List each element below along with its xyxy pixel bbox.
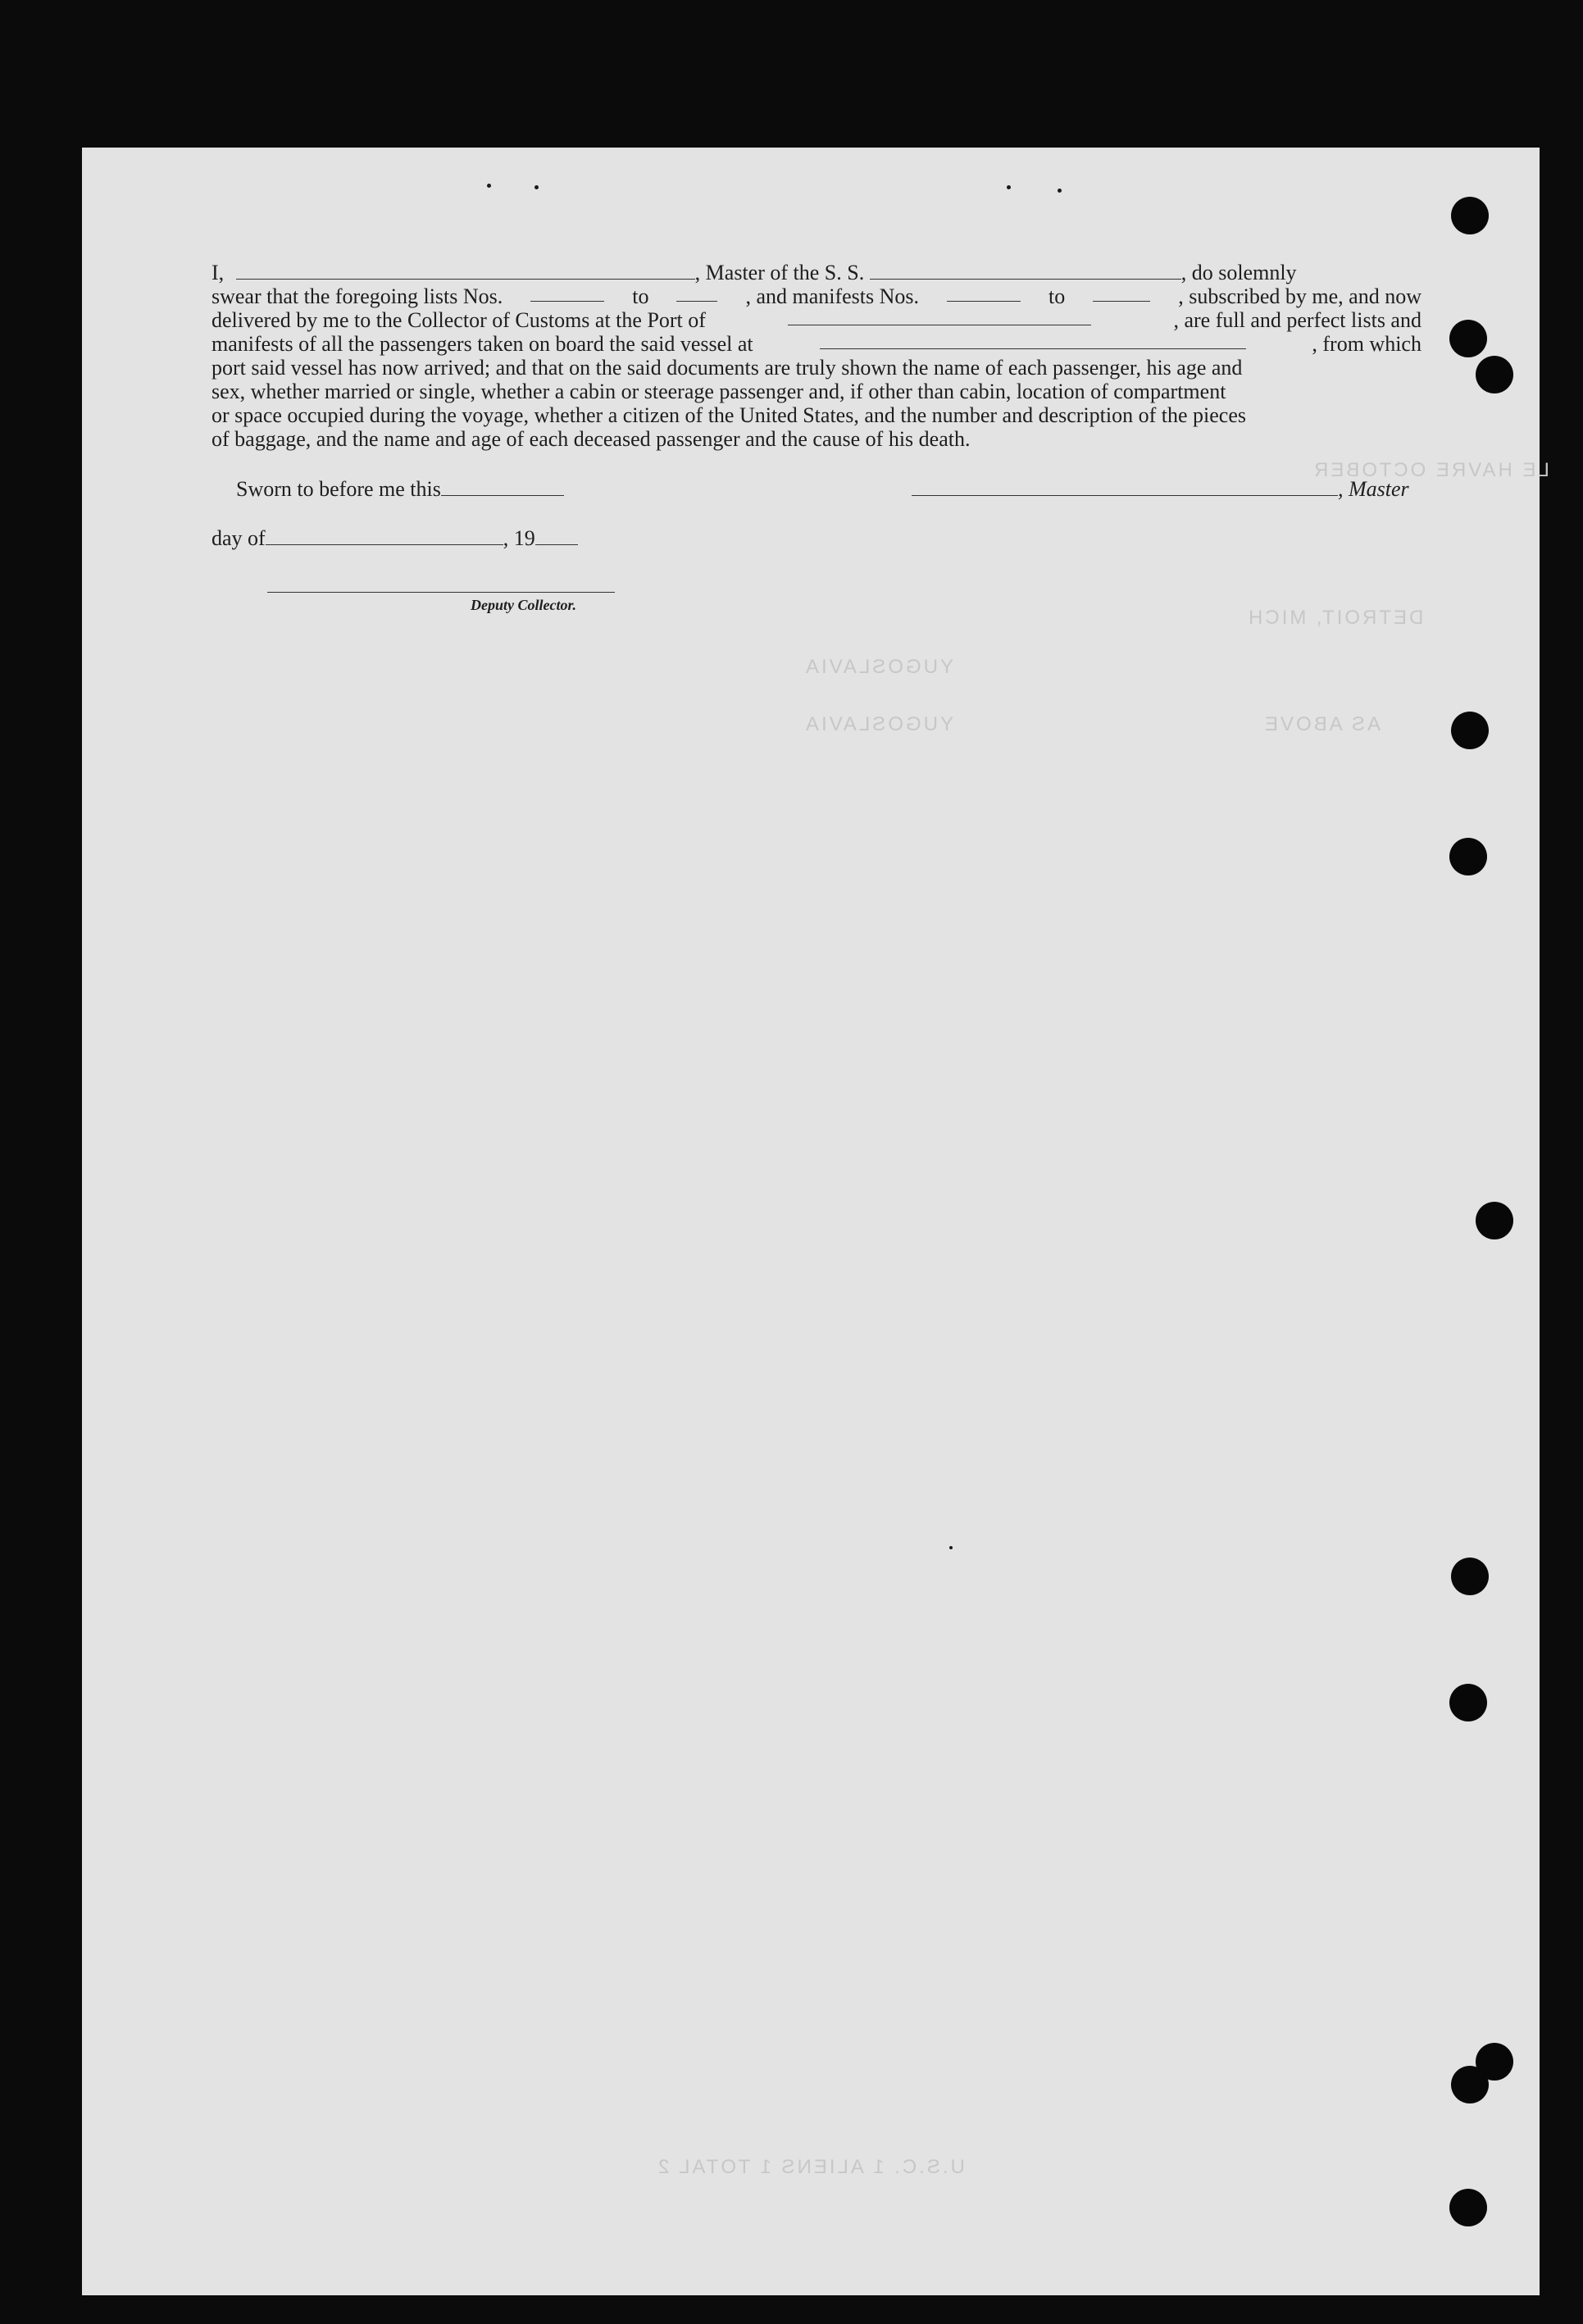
punch-hole: [1451, 2066, 1489, 2103]
punch-hole: [1476, 1202, 1513, 1239]
bleed-through-text: YUGOSLAVIA: [803, 713, 953, 735]
oath-text: to: [632, 284, 649, 308]
oath-line: [212, 356, 1422, 380]
oath-line: [212, 403, 1422, 427]
lists-from-blank: [530, 284, 604, 302]
port-blank: [788, 308, 1091, 325]
speck: [1058, 189, 1062, 193]
oath-text: port said vessel has now arrived; and that on the said documents are truly shown the name of each passenger, his age and: [212, 356, 1243, 380]
oath-text: sex, whether married or single, whether a cabin or steerage passenger and, if other than cabin, location of compartment: [212, 380, 1226, 403]
departure-port-blank: [820, 332, 1246, 349]
oath-text: , do solemnly: [1180, 261, 1297, 284]
oath-line: [212, 261, 1422, 284]
document-page: [82, 148, 1549, 2295]
master-signature-row: [912, 477, 1409, 502]
month-blank: [266, 528, 503, 545]
punch-hole: [1451, 1558, 1489, 1595]
bleed-through-text: YUGOSLAVIA: [803, 656, 953, 678]
punch-hole: [1449, 320, 1487, 357]
punch-hole: [1449, 838, 1487, 875]
oath-paragraph: [212, 261, 1422, 451]
oath-text: of baggage, and the name and age of each deceased passenger and the cause of his death.: [212, 427, 971, 451]
bleed-through-text: AS ABOVE: [1262, 713, 1381, 735]
oath-line: [212, 308, 1422, 332]
manifests-to-blank: [1093, 284, 1150, 302]
oath-text: , from which: [1312, 332, 1422, 356]
year-prefix: , 19: [503, 526, 535, 550]
master-signature-blank: [912, 479, 1338, 496]
oath-text: manifests of all the passengers taken on board the said vessel at: [212, 332, 753, 356]
punch-hole: [1449, 2189, 1487, 2226]
oath-text: or space occupied during the voyage, whether a citizen of the United States, and the number and description of the pieces: [212, 403, 1247, 427]
oath-text: to: [1049, 284, 1066, 308]
speck: [534, 185, 539, 189]
oath-line: [212, 427, 1422, 451]
speck: [949, 1546, 953, 1549]
bleed-through-text: U.S.C. 1 ALIENS 1 TOTAL 2: [656, 2156, 965, 2178]
punch-hole: [1476, 356, 1513, 393]
oath-text: I,: [212, 261, 225, 284]
oath-line: [212, 284, 1422, 308]
oath-text: delivered by me to the Collector of Customs at the Port of: [212, 308, 706, 332]
deputy-collector-caption: Deputy Collector.: [471, 597, 576, 613]
lists-to-blank: [676, 284, 717, 302]
manifests-from-blank: [947, 284, 1021, 302]
date-row: [212, 526, 578, 551]
punch-hole: [1449, 1684, 1487, 1721]
punch-hole: [1451, 712, 1489, 749]
oath-text: , subscribed by me, and now: [1178, 284, 1422, 308]
punch-hole: [1451, 197, 1489, 234]
master-label: , Master: [1338, 477, 1409, 501]
speck: [487, 184, 491, 188]
ship-name-blank: [870, 262, 1181, 280]
oath-line: [212, 332, 1422, 356]
speck: [1007, 185, 1011, 189]
year-blank: [535, 528, 578, 545]
deputy-signature-row: [267, 574, 615, 598]
oath-text: , are full and perfect lists and: [1173, 308, 1422, 332]
oath-text: , and manifests Nos.: [745, 284, 920, 308]
sworn-row: [236, 477, 564, 502]
oath-line: [212, 380, 1422, 403]
bleed-through-text: DETROIT, MICH: [1246, 607, 1424, 629]
deputy-signature-blank: [267, 575, 615, 593]
day-of-label: day of: [212, 526, 266, 550]
sworn-day-blank: [441, 479, 564, 496]
master-name-blank: [236, 262, 695, 280]
bleed-through-text: LE HAVRE OCTOBER: [1312, 459, 1549, 481]
oath-text: , Master of the S. S.: [694, 261, 865, 284]
oath-text: swear that the foregoing lists Nos.: [212, 284, 503, 308]
sworn-label: Sworn to before me this: [236, 477, 441, 501]
